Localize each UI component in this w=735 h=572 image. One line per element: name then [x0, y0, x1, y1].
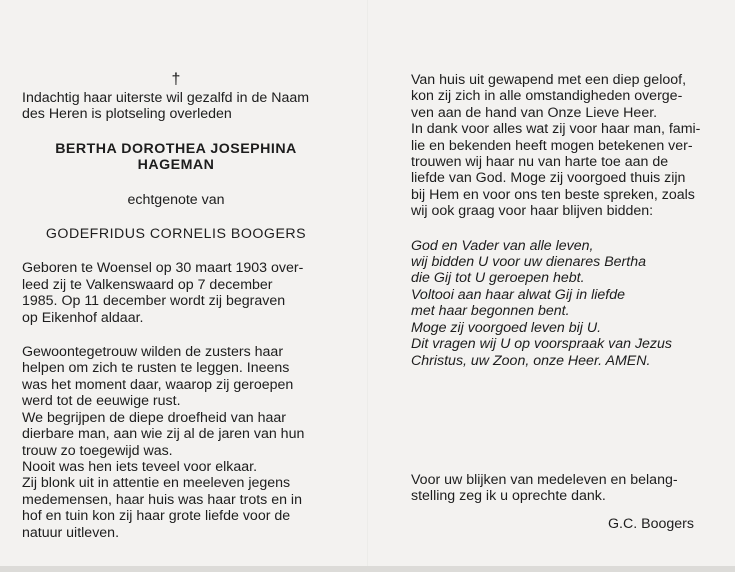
faith-line: ven aan de hand van Onze Lieve Heer. [411, 104, 658, 121]
intro-line: des Heren is plotseling overleden [22, 106, 232, 123]
tribute-line: We begrijpen de diepe droefheid van haar [22, 409, 286, 426]
card-bottom-edge [0, 566, 735, 572]
prayer-line: wij bidden U voor uw dienares Bertha [411, 254, 647, 271]
faith-line: Van huis uit gewapend met een diep geloof, [411, 72, 687, 88]
left-panel [22, 72, 330, 541]
deceased-name [22, 141, 330, 174]
birth-line: Geboren te Woensel op 30 maart 1903 over- [22, 260, 304, 277]
deceased-name-line: BERTHA DOROTHEA JOSEPHINA [55, 140, 297, 157]
prayer-line: Moge zij voorgoed leven bij U. [411, 319, 602, 336]
tribute-line: helpen om zich te rusten te leggen. Ineens [22, 360, 290, 377]
intro-text [22, 90, 330, 123]
faith-line: In dank voor alles wat zij voor haar man, fami- [411, 121, 701, 138]
tribute-line: dierbare man, aan wie zij al de jaren van hun [22, 426, 305, 443]
prayer-line: Voltooi aan haar alwat Gij in liefde [411, 286, 625, 303]
faith-line: wij ook graag voor haar blijven bidden: [411, 203, 654, 220]
tribute-line: hof en tuin kon zij haar grote liefde voor de [22, 508, 291, 525]
faith-text [411, 72, 703, 220]
faith-line: liefde van God. Moge zij voorgoed thuis zijn [411, 170, 686, 187]
tribute-line: Gewoontegetrouw wilden de zusters haar [22, 344, 284, 361]
faith-line: kon zij zich in alle omstandigheden overge- [411, 88, 683, 105]
cross-icon: † [171, 71, 181, 88]
deceased-name-line: HAGEMAN [137, 157, 215, 174]
birth-line: op Eikenhof aldaar. [22, 309, 144, 326]
prayer-line: Christus, uw Zoon, onze Heer. AMEN. [411, 352, 651, 369]
signature: G.C. Boogers [608, 516, 694, 532]
tribute-line: trouw zo toegewijd was. [22, 442, 173, 459]
husband-name: GODEFRIDUS CORNELIS BOOGERS [45, 226, 307, 243]
spouse-label: echtgenote van [127, 191, 225, 208]
prayer-text [411, 238, 703, 369]
birth-death-text [22, 260, 330, 326]
prayer-line: met haar begonnen bent. [411, 303, 570, 320]
birth-line: leed zij te Valkenswaard op 7 december [22, 276, 273, 293]
faith-line: lie en bekenden heeft mogen betekenen ver- [411, 137, 693, 154]
faith-line: trouwen wij haar nu van harte toe aan de [411, 154, 669, 171]
thanks-line: stelling zeg ik u oprechte dank. [411, 488, 606, 504]
card-fold [367, 0, 368, 572]
faith-line: bij Hem en voor ons ten beste spreken, zoals [411, 186, 695, 203]
tribute-line: Zij blonk uit in attentie en meeleven jegens [22, 475, 291, 492]
right-panel [411, 72, 703, 369]
tribute-line: natuur uitleven. [22, 524, 120, 541]
tribute-line: Nooit was hen iets teveel voor elkaar. [22, 458, 258, 475]
thanks-line: Voor uw blijken van medeleven en belang- [411, 472, 678, 488]
tribute-text [22, 344, 330, 541]
tribute-line: was het moment daar, waarop zij geroepen [22, 376, 294, 393]
tribute-line: medemensen, haar huis was haar trots en in [22, 491, 302, 508]
prayer-line: God en Vader van alle leven, [411, 237, 594, 254]
intro-line: Indachtig haar uiterste wil gezalfd in de Naam [22, 90, 310, 106]
tribute-line: werd tot de eeuwige rust. [22, 393, 181, 410]
birth-line: 1985. Op 11 december wordt zij begraven [22, 293, 286, 310]
prayer-line: die Gij tot U geroepen hebt. [411, 270, 585, 287]
prayer-line: Dit vragen wij U op voorspraak van Jezus [411, 336, 673, 353]
